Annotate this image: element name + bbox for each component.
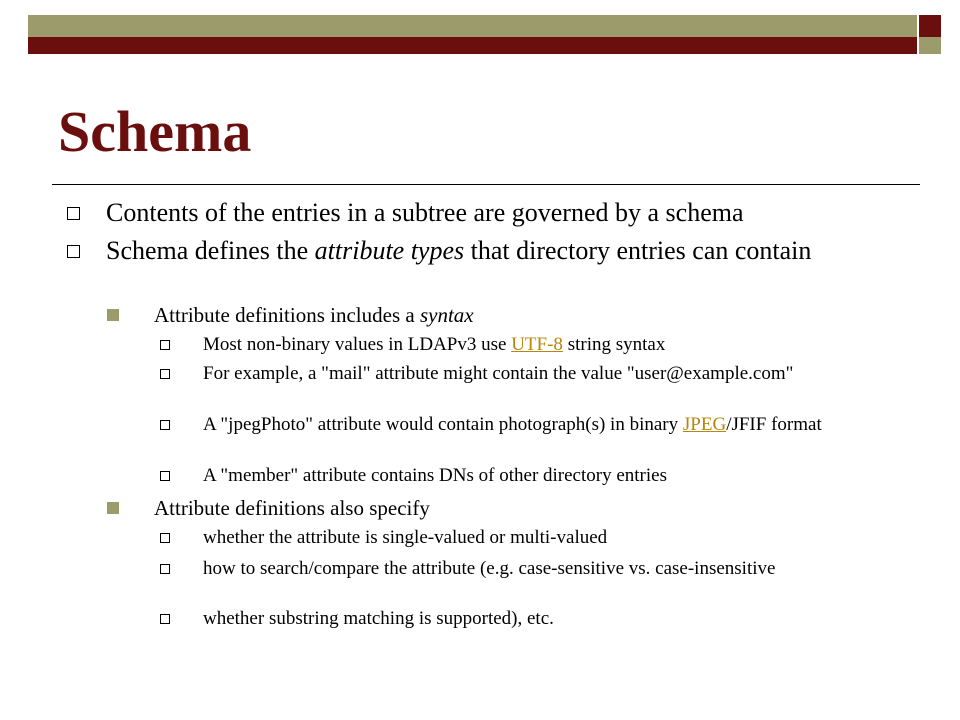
hollow-square-bullet-icon — [160, 614, 170, 624]
detail-text: how to search/compare the attribute (e.g. case-sensitive vs. case-insensitive — [203, 558, 776, 579]
sub-bullet-text-pre: Attribute definitions includes a — [154, 303, 420, 327]
detail-substring — [203, 609, 853, 629]
detail-member — [203, 466, 853, 486]
detail-utf8 — [203, 335, 853, 355]
hollow-square-bullet-icon — [160, 369, 170, 379]
hollow-square-bullet-icon — [67, 207, 80, 220]
detail-text-pre: A "jpegPhoto" attribute would contain photograph(s) in binary — [203, 414, 683, 435]
detail-text-post: /JFIF format — [726, 414, 822, 435]
jpeg-link[interactable]: JPEG — [682, 414, 727, 435]
bullet-emphasis: attribute types — [314, 236, 465, 265]
sub-bullet-emphasis: syntax — [419, 303, 474, 327]
hollow-square-bullet-icon — [160, 533, 170, 543]
filled-square-bullet-icon — [107, 309, 119, 321]
bullet-contents-governed — [106, 199, 906, 227]
bullet-text: Contents of the entries in a subtree are governed by a schema — [106, 198, 744, 227]
detail-text: whether substring matching is supported), etc. — [203, 608, 554, 629]
slide-title: Schema — [58, 99, 252, 164]
sub-bullet-syntax — [154, 303, 914, 327]
hollow-square-bullet-icon — [160, 564, 170, 574]
detail-mail-example — [203, 364, 853, 384]
bullet-text-post: that directory entries can contain — [464, 236, 812, 265]
detail-text: whether the attribute is single-valued or multi-valued — [203, 527, 608, 548]
detail-text: A "member" attribute contains DNs of other directory entries — [203, 465, 667, 486]
hollow-square-bullet-icon — [67, 245, 80, 258]
detail-jpegphoto — [203, 415, 853, 435]
hollow-square-bullet-icon — [160, 471, 170, 481]
bullet-schema-defines — [106, 237, 906, 265]
bullet-text-pre: Schema defines the — [106, 236, 315, 265]
sub-bullet-text: Attribute definitions also specify — [154, 496, 430, 520]
filled-square-bullet-icon — [107, 502, 119, 514]
utf8-link[interactable]: UTF-8 — [511, 334, 563, 355]
detail-text-pre: Most non-binary values in LDAPv3 use — [203, 334, 512, 355]
sub-bullet-also-specify — [154, 496, 914, 520]
detail-search-compare — [203, 559, 853, 579]
detail-text-post: string syntax — [562, 334, 666, 355]
detail-single-multi-valued — [203, 528, 853, 548]
detail-text: For example, a "mail" attribute might contain the value "user@example.com" — [203, 363, 794, 384]
hollow-square-bullet-icon — [160, 420, 170, 430]
hollow-square-bullet-icon — [160, 340, 170, 350]
